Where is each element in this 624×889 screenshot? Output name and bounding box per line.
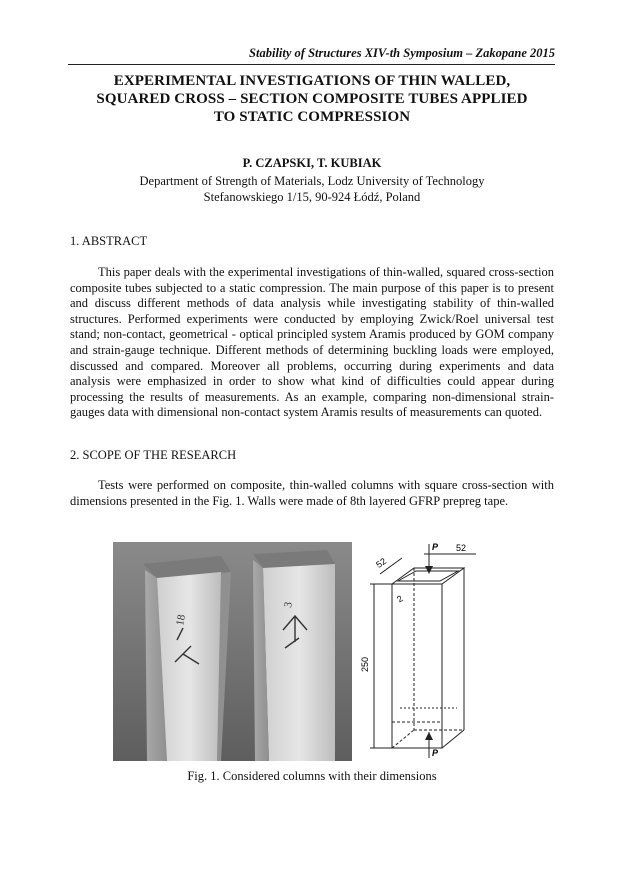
section-heading-abstract: 1. ABSTRACT — [70, 234, 148, 248]
columns-photo-image — [113, 542, 352, 761]
load-label-bottom: P — [432, 748, 439, 758]
figure-caption: Fig. 1. Considered columns with their dimensions — [187, 769, 437, 783]
photo-mark-left: 18 — [174, 613, 188, 627]
running-header: Stability of Structures XIV-th Symposium – Zakopane 2015 — [68, 46, 555, 65]
affiliation-line: Department of Strength of Materials, Lodz University of Technology — [139, 174, 485, 188]
load-label-top: P — [432, 542, 439, 552]
paper-title — [60, 72, 564, 126]
authors: P. CZAPSKI, T. KUBIAK — [242, 156, 382, 170]
dim-height-label: 250 — [360, 656, 370, 672]
affiliation — [60, 173, 564, 205]
dim-depth-label: 52 — [374, 555, 389, 570]
dim-width-label: 52 — [456, 543, 467, 553]
affiliation-line: Stefanowskiego 1/15, 90-924 Łódź, Poland — [203, 190, 421, 204]
columns-photo — [113, 542, 352, 761]
column-dimension-drawing — [352, 540, 512, 762]
title-line: TO STATIC COMPRESSION — [213, 109, 411, 125]
dim-thickness-label: 2 — [394, 593, 405, 605]
abstract-paragraph: This paper deals with the experimental investigations of thin-walled, squared cross-section composite tubes subjected to a static compression. The main purpose of this paper is to present and discuss different methods of data analysis while investigating stability of thin-walled structures. Performed experiments were conducted by employing Zwick/Roel universal test stand; non-contact, geometrical - optical principled system Aramis produced by GOM company and strain-gauge technique. Different methods of determining buckling loads were employed, discussed and compared. Moreover all problems, occurring during experiments and data analysis were emphasized in order to show what kind of difficulties could appear during processing the results of measurements. As an example, comparing non-dimensional strain-gauges data with dimensional non-contact system Aramis results of measurements can quoted. — [70, 265, 554, 420]
title-line: EXPERIMENTAL INVESTIGATIONS OF THIN WALLED, — [113, 73, 511, 89]
photo-mark-right: 3 — [282, 601, 295, 609]
scope-paragraph: Tests were performed on composite, thin-walled columns with square cross-section with dimensions presented in the Fig. 1. Walls were made of 8th layered GFRP prepreg tape. — [70, 478, 554, 508]
section-heading-scope: 2. SCOPE OF THE RESEARCH — [70, 448, 237, 462]
title-line: SQUARED CROSS – SECTION COMPOSITE TUBES APPLIED — [96, 91, 528, 107]
dimension-drawing-svg — [352, 540, 512, 762]
